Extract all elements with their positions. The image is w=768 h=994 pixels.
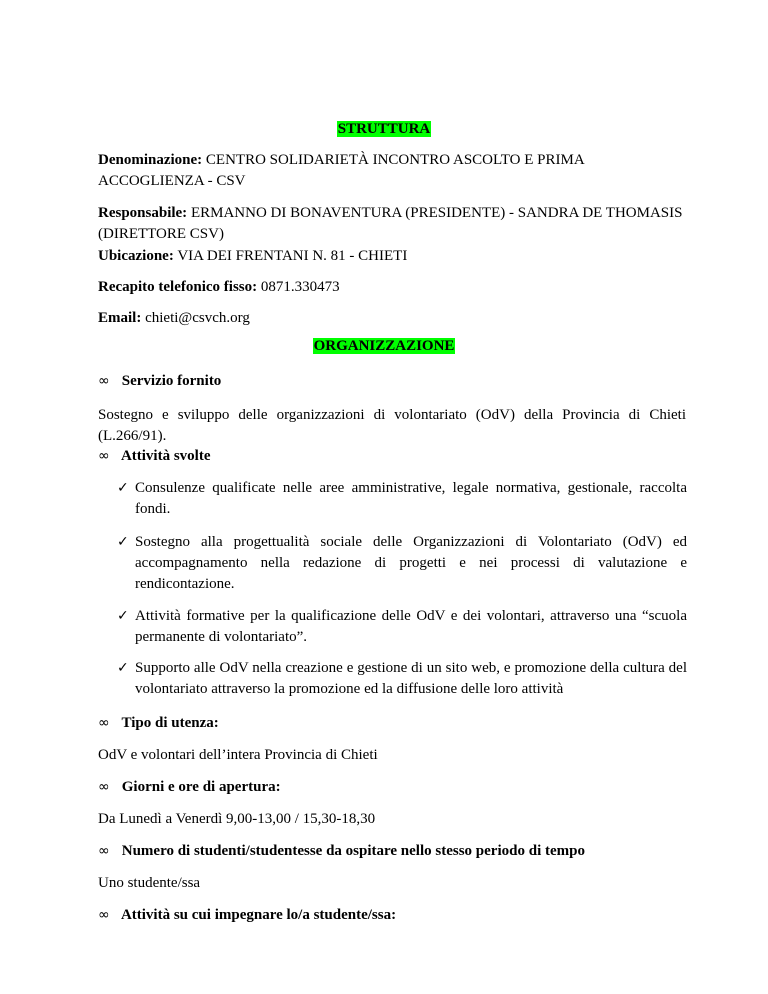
- infinity-bullet-icon: ∞: [98, 843, 110, 859]
- section-heading-organizzazione: [0, 338, 768, 355]
- list-item: [117, 532, 687, 595]
- attivita-label: Attività svolte: [120, 448, 211, 464]
- bullet-utenza: [98, 713, 698, 734]
- infinity-bullet-icon: ∞: [98, 373, 110, 389]
- responsabile-label: Responsabile:: [98, 205, 188, 221]
- list-item: [117, 478, 687, 520]
- recapito-field: [98, 277, 686, 298]
- numero-label: Numero di studenti/studentesse da ospitare nello stesso periodo di tempo: [121, 843, 585, 859]
- numero-text: Uno studente/ssa: [98, 875, 201, 891]
- section-heading-organizzazione-text: ORGANIZZAZIONE: [313, 338, 455, 354]
- list-item: [117, 658, 687, 700]
- denominazione-value: CENTRO SOLIDARIETÀ INCONTRO ASCOLTO E PRIMA ACCOGLIENZA - CSV: [98, 152, 584, 189]
- recapito-value: 0871.330473: [260, 279, 340, 295]
- servizio-label: Servizio fornito: [121, 373, 222, 389]
- denominazione-field: [98, 150, 686, 192]
- denominazione-label: Denominazione:: [98, 152, 203, 168]
- infinity-bullet-icon: ∞: [98, 907, 110, 923]
- checkmark-icon: ✓: [117, 480, 129, 496]
- ubicazione-field: [98, 246, 686, 267]
- responsabile-value: ERMANNO DI BONAVENTURA (PRESIDENTE) - SANDRA DE THOMASIS (DIRETTORE CSV): [98, 205, 683, 242]
- giorni-label: Giorni e ore di apertura:: [121, 779, 281, 795]
- list-item-text: Sostegno alla progettualità sociale delle Organizzazioni di Volontariato (OdV) ed accompagnamento nella redazione di progetti e nei processi di valutazione e rendicontazione.: [135, 534, 687, 592]
- email-field: [98, 308, 686, 329]
- recapito-label: Recapito telefonico fisso:: [98, 279, 258, 295]
- checkmark-icon: ✓: [117, 534, 129, 550]
- ubicazione-value: VIA DEI FRENTANI N. 81 - CHIETI: [177, 248, 408, 264]
- ubicazione-label: Ubicazione:: [98, 248, 174, 264]
- email-value: chieti@csvch.org: [145, 310, 250, 326]
- bullet-impegno: [98, 905, 698, 926]
- utenza-label: Tipo di utenza:: [121, 715, 219, 731]
- bullet-giorni: [98, 777, 698, 798]
- infinity-bullet-icon: ∞: [98, 715, 110, 731]
- checkmark-icon: ✓: [117, 608, 129, 624]
- servizio-text: Sostegno e sviluppo delle organizzazioni di volontariato (OdV) della Provincia di Chieti (L.266/91).: [98, 407, 686, 444]
- checkmark-icon: ✓: [117, 660, 129, 676]
- list-item-text: Supporto alle OdV nella creazione e gestione di un sito web, e promozione della cultura del volontariato attraverso la promozione ed la diffusione delle loro attività: [135, 660, 687, 697]
- giorni-text: Da Lunedì a Venerdì 9,00-13,00 / 15,30-18,30: [98, 811, 376, 827]
- responsabile-field: [98, 203, 686, 245]
- list-item-text: Attività formative per la qualificazione delle OdV e dei volontari, attraverso una “scuola permanente di volontariato”.: [135, 608, 687, 645]
- list-item-text: Consulenze qualificate nelle aree amministrative, legale normativa, gestionale, raccolta fondi.: [135, 480, 687, 517]
- utenza-text: OdV e volontari dell’intera Provincia di Chieti: [98, 747, 378, 763]
- bullet-attivita: [98, 446, 698, 467]
- list-item: [117, 606, 687, 648]
- bullet-servizio: [98, 371, 698, 392]
- email-label: Email:: [98, 310, 142, 326]
- section-heading-struttura-text: STRUTTURA: [337, 121, 431, 137]
- impegno-label: Attività su cui impegnare lo/a studente/ssa:: [120, 907, 397, 923]
- bullet-numero: [98, 841, 698, 862]
- infinity-bullet-icon: ∞: [98, 779, 110, 795]
- infinity-bullet-icon: ∞: [98, 448, 110, 464]
- section-heading-struttura: [0, 121, 768, 138]
